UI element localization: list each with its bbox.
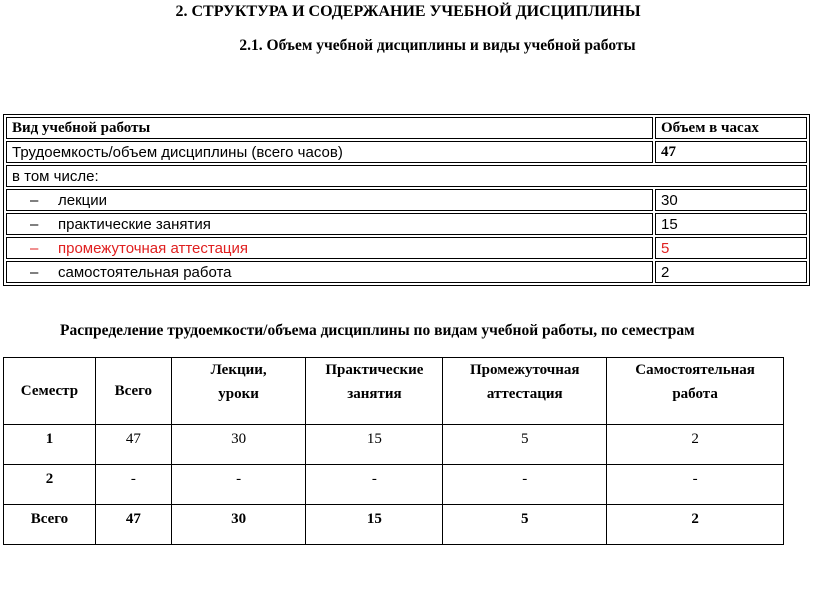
row-value: 15 — [655, 213, 807, 235]
semester-table — [3, 357, 784, 545]
table-header-row — [6, 117, 807, 139]
header-lectures: Лекции, уроки — [171, 358, 306, 425]
row-label: самостоятельная работа — [58, 263, 232, 281]
table-total-row — [4, 505, 784, 545]
header-type: Вид учебной работы — [6, 117, 653, 139]
header-semester: Семестр — [4, 358, 96, 425]
table-row — [6, 213, 807, 235]
total-value: 47 — [655, 141, 807, 163]
table-row — [4, 465, 784, 505]
including-row — [6, 165, 807, 187]
header-interim: Промежуточная аттестация — [443, 358, 607, 425]
cell-total: 47 — [95, 425, 171, 465]
cell-selfwork: 2 — [607, 425, 784, 465]
dash-bullet: – — [30, 239, 39, 257]
cell-semester: 2 — [4, 465, 96, 505]
header-total: Всего — [95, 358, 171, 425]
row-value: 30 — [655, 189, 807, 211]
dash-bullet: – — [30, 191, 39, 209]
including-label: в том числе: — [6, 165, 807, 187]
section-title: 2. СТРУКТУРА И СОДЕРЖАНИЕ УЧЕБНОЙ ДИСЦИПЛИНЫ — [175, 3, 641, 20]
row-value: 2 — [655, 261, 807, 283]
cell-semester: Всего — [4, 505, 96, 545]
workload-table — [3, 114, 810, 286]
table-row — [6, 237, 807, 259]
row-label: практические занятия — [58, 215, 211, 233]
cell-selfwork: 2 — [607, 505, 784, 545]
header-practical: Практические занятия — [306, 358, 443, 425]
cell-practical: 15 — [306, 505, 443, 545]
table-row — [6, 189, 807, 211]
dash-bullet: – — [30, 263, 39, 281]
cell-interim: 5 — [443, 425, 607, 465]
table-header-row — [4, 358, 784, 425]
cell-interim: - — [443, 465, 607, 505]
total-label: Трудоемкость/объем дисциплины (всего часов) — [6, 141, 653, 163]
cell-lectures: - — [171, 465, 306, 505]
table-row — [4, 425, 784, 465]
total-row — [6, 141, 807, 163]
row-label: лекции — [58, 191, 108, 209]
row-label: промежуточная аттестация — [58, 239, 249, 257]
cell-semester: 1 — [4, 425, 96, 465]
table-row — [6, 261, 807, 283]
cell-lectures: 30 — [171, 505, 306, 545]
cell-lectures: 30 — [171, 425, 306, 465]
header-selfwork: Самостоятельная работа — [607, 358, 784, 425]
dash-bullet: – — [30, 215, 39, 233]
cell-interim: 5 — [443, 505, 607, 545]
cell-practical: - — [306, 465, 443, 505]
cell-selfwork: - — [607, 465, 784, 505]
subsection-title: 2.1. Объем учебной дисциплины и виды учебной работы — [239, 37, 636, 54]
cell-total: - — [95, 465, 171, 505]
row-value: 5 — [655, 237, 807, 259]
cell-practical: 15 — [306, 425, 443, 465]
distribution-title: Распределение трудоемкости/объема дисциплины по видам учебной работы, по семестрам — [60, 322, 695, 339]
cell-total: 47 — [95, 505, 171, 545]
header-hours: Объем в часах — [655, 117, 807, 139]
